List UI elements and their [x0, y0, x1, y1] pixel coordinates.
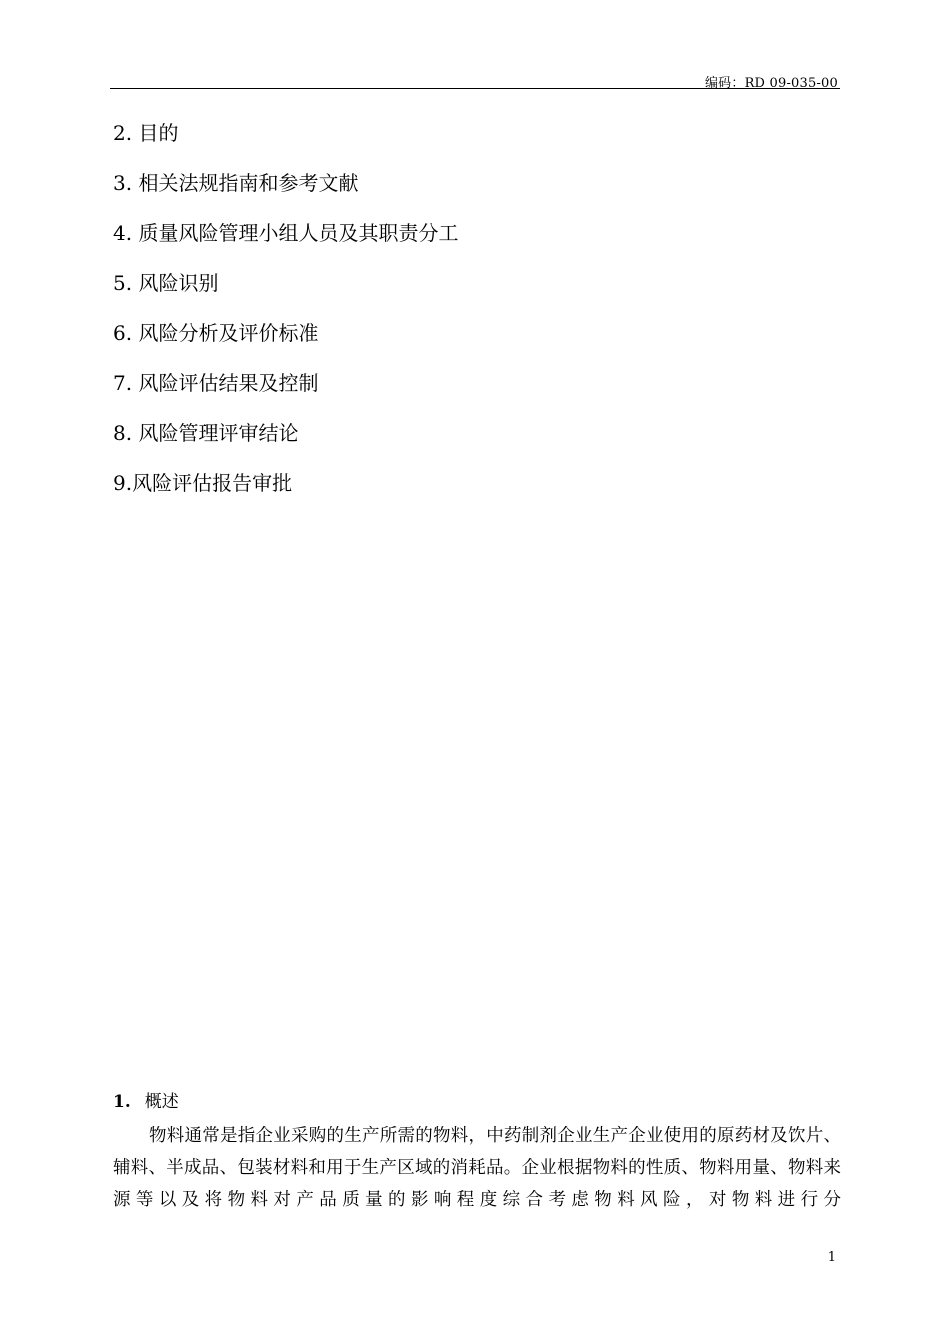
toc-item: 3. 相关法规指南和参考文献 — [113, 171, 359, 195]
overview-paragraph: 物料通常是指企业采购的生产所需的物料，中药制剂企业生产企业使用的原药材及饮片、辅料、半成品、包装材料和用于生产区域的消耗品。企业根据物料的性质、物料用量、物料来源等以及将物料对产品质量的影响程度综合考虑物料风险，对物料进行分 — [113, 1126, 841, 1210]
toc-item: 4. 质量风险管理小组人员及其职责分工 — [113, 221, 459, 245]
toc-item: 6. 风险分析及评价标准 — [113, 321, 319, 345]
section-number: 1. — [113, 1092, 131, 1112]
page-number: 1 — [827, 1250, 836, 1265]
toc-item: 8. 风险管理评审结论 — [113, 421, 299, 445]
toc-item: 7. 风险评估结果及控制 — [113, 371, 319, 395]
overview-section — [113, 1090, 841, 1216]
toc-item: 5. 风险识别 — [113, 271, 219, 295]
table-of-contents — [113, 118, 813, 518]
toc-item: 9.风险评估报告审批 — [113, 471, 293, 495]
section-title: 概述 — [144, 1092, 179, 1112]
header-divider — [110, 88, 840, 89]
section-heading — [113, 1090, 841, 1114]
toc-item: 2. 目的 — [113, 121, 179, 145]
document-code: 编码：RD 09-035-00 — [704, 76, 838, 91]
